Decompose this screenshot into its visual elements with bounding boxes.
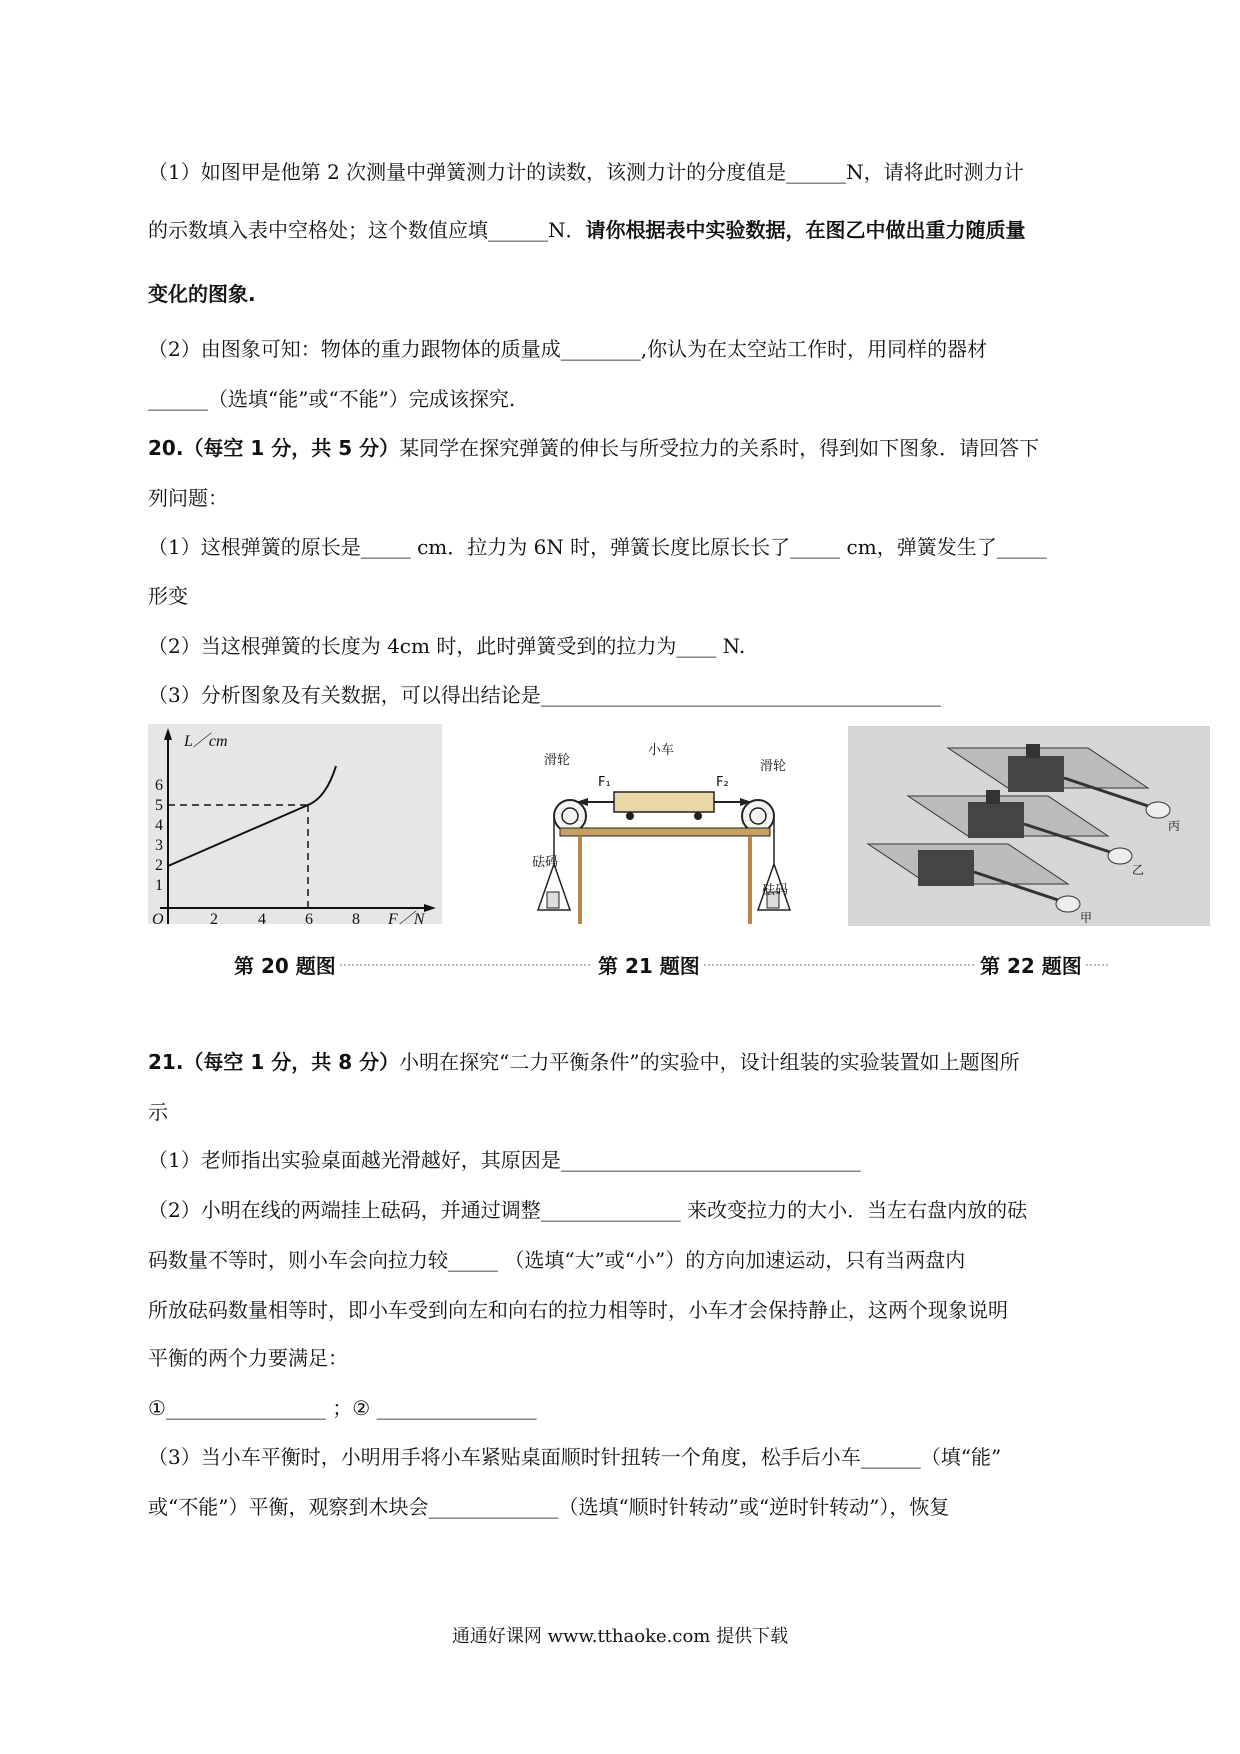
q21-line-1-text: 小明在探究“二力平衡条件”的实验中，设计组装的实验装置如上题图所 (399, 1050, 1020, 1074)
q20-line-6: （3）分析图象及有关数据，可以得出结论是________________________________________ (148, 683, 941, 707)
q20-line-3: （1）这根弹簧的原长是_____ cm．拉力为 6N 时，弹簧长度比原长长了_____ cm，弹簧发生了_____ (148, 535, 1047, 559)
label-weight-left: 砝码 (532, 855, 559, 870)
label-pulley-left: 滑轮 (544, 753, 571, 768)
y-tick-3: 3 (155, 837, 163, 854)
caption-dots-2 (704, 964, 974, 966)
label-f1: F₁ (598, 775, 611, 790)
caption-figure-20: 第 20 题图 (234, 954, 336, 978)
figure-21-svg (530, 724, 800, 924)
q21-line-10: 或“不能”）平衡，观察到木块会_____________（选填“顺时针转动”或“逆时针转动”），恢复 (148, 1495, 950, 1519)
q19-line-2-text: 的示数填入表中空格处；这个数值应填______N． (148, 218, 586, 242)
q21-heading: 21.（每空 1 分，共 8 分） (148, 1050, 400, 1074)
x-tick-4: 4 (258, 911, 266, 924)
caption-figure-22: 第 22 题图 (980, 954, 1082, 978)
q20-line-4: 形变 (148, 584, 188, 608)
weight-middle (986, 790, 1000, 804)
q21-line-7: 平衡的两个力要满足： (148, 1346, 348, 1370)
y-tick-2: 2 (155, 857, 163, 874)
q21-line-8: ①________________ ；② ________________ (148, 1396, 537, 1420)
label-jia: 甲 (1080, 911, 1093, 925)
q21-line-6: 所放砝码数量相等时，即小车受到向左和向右的拉力相等时，小车才会保持静止，这两个现象说明 (148, 1298, 1008, 1322)
q20-line-5: （2）当这根弹簧的长度为 4cm 时，此时弹簧受到的拉力为____ N. (148, 634, 746, 658)
label-yi: 乙 (1132, 863, 1145, 877)
hand-top (1146, 802, 1170, 818)
caption-dots-3 (1086, 964, 1108, 966)
table-top (560, 828, 770, 836)
q19-line-3: 变化的图象. (148, 282, 256, 306)
cart-wheel-left (626, 812, 634, 820)
block-bottom (918, 850, 974, 886)
q19-line-5: ______（选填“能”或“不能”）完成该探究. (148, 387, 516, 411)
weight-block-left (547, 892, 559, 908)
figure-20-graph (148, 724, 442, 924)
figure-22-friction-photo (848, 726, 1210, 926)
y-tick-5: 5 (155, 797, 163, 814)
y-tick-4: 4 (155, 817, 163, 834)
page-footer: 通通好课网 www.tthaoke.com 提供下载 (451, 1626, 789, 1647)
origin-label: O (152, 911, 164, 924)
x-tick-6: 6 (305, 911, 313, 924)
caption-dots-1 (340, 964, 590, 966)
q20-heading: 20.（每空 1 分，共 5 分） (148, 436, 400, 460)
label-weight-right: 砝码 (762, 883, 789, 898)
q20-line-1-text: 某同学在探究弹簧的伸长与所受拉力的关系时，得到如下图象．请回答下 (399, 436, 1040, 460)
x-tick-8: 8 (352, 911, 360, 924)
q21-line-3: （1）老师指出实验桌面越光滑越好，其原因是______________________________ (148, 1148, 861, 1172)
figure-21-apparatus (530, 724, 800, 924)
y-tick-1: 1 (155, 877, 163, 894)
q20-line-2: 列问题： (148, 486, 228, 510)
q19-line-2-bold: 请你根据表中实验数据，在图乙中做出重力随质量 (585, 218, 1026, 242)
label-cart: 小车 (648, 743, 675, 758)
y-axis-label: L／cm (184, 733, 228, 750)
pulley-left (554, 800, 586, 832)
weight-top (1026, 744, 1040, 758)
block-top (1008, 756, 1064, 792)
q21-line-5: 码数量不等时，则小车会向拉力较_____ （选填“大”或“小”）的方向加速运动，只有当两盘内 (148, 1248, 966, 1272)
q20-line-1 (148, 434, 1039, 462)
y-tick-6: 6 (155, 777, 163, 794)
x-axis-label: F／N (388, 911, 425, 924)
x-tick-2: 2 (210, 911, 218, 924)
q21-line-9: （3）当小车平衡时，小明用手将小车紧贴桌面顺时针扭转一个角度，松手后小车______（填“能” (148, 1445, 1002, 1469)
cart-body (614, 792, 714, 812)
label-f2: F₂ (716, 775, 729, 790)
q21-line-2: 示 (148, 1100, 168, 1124)
label-bing: 丙 (1168, 819, 1181, 833)
q19-line-1: （1）如图甲是他第 2 次测量中弹簧测力计的读数，该测力计的分度值是______N，请将此时测力计 (148, 160, 1024, 184)
q21-line-1 (148, 1048, 1020, 1076)
block-middle (968, 802, 1024, 838)
hand-middle (1108, 848, 1132, 864)
figure-20-svg (148, 724, 442, 924)
hand-bottom (1056, 896, 1080, 912)
q19-line-2 (148, 216, 1026, 244)
figure-20-background (148, 724, 442, 924)
pulley-right (742, 800, 774, 832)
figure-22-svg (848, 726, 1210, 926)
label-pulley-right: 滑轮 (760, 759, 787, 774)
q19-line-4: （2）由图象可知：物体的重力跟物体的质量成________,你认为在太空站工作时，用同样的器材 (148, 337, 988, 361)
q21-line-4: （2）小明在线的两端挂上砝码，并通过调整______________ 来改变拉力的大小．当左右盘内放的砝 (148, 1198, 1028, 1222)
caption-figure-21: 第 21 题图 (598, 954, 700, 978)
cart-wheel-right (694, 812, 702, 820)
